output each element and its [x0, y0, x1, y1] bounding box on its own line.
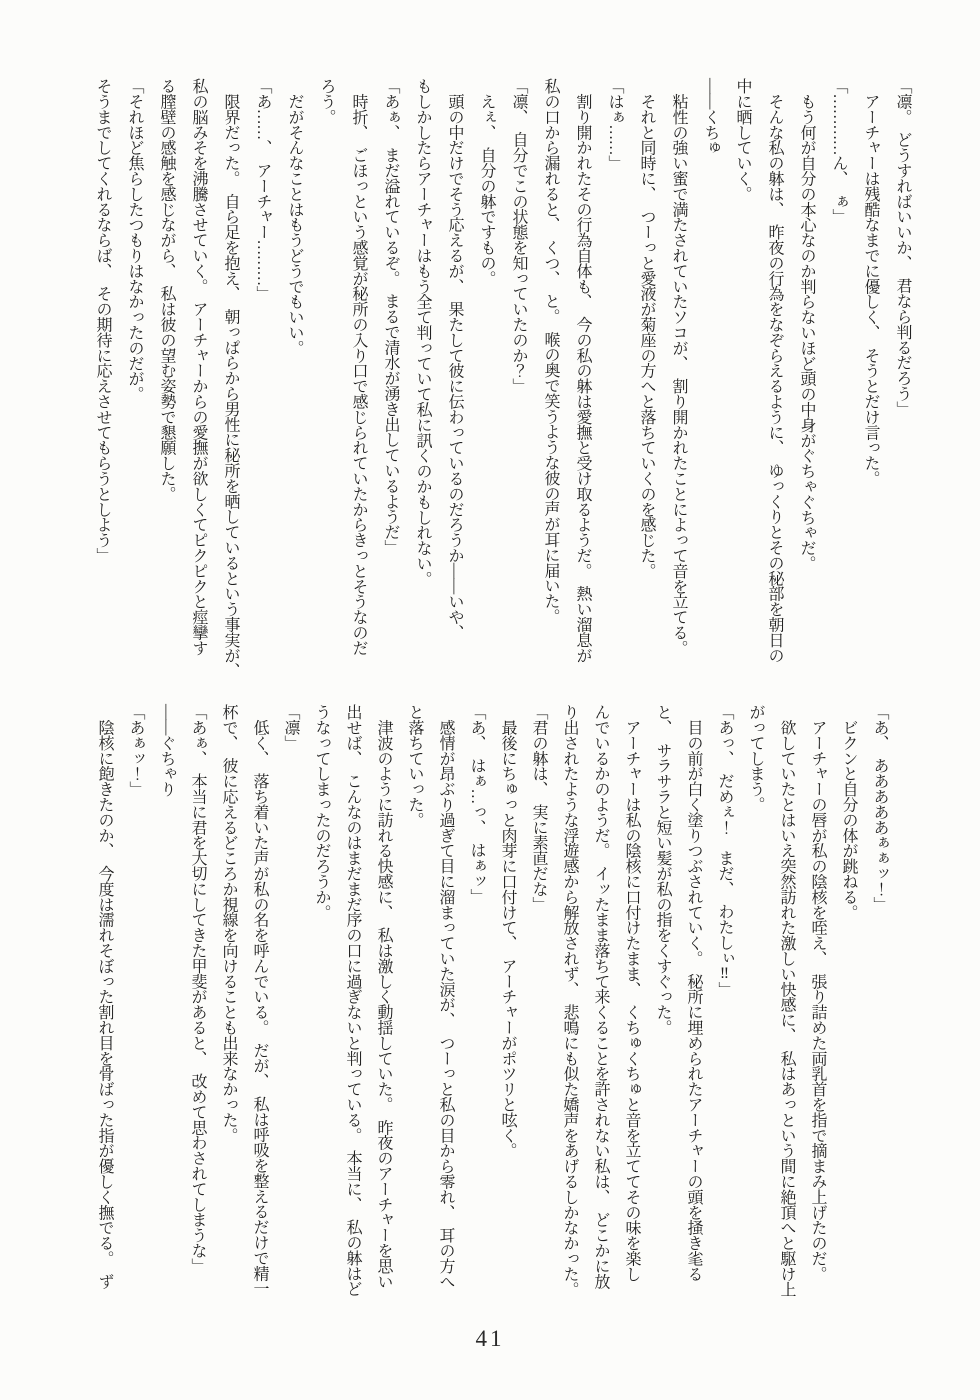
- text-line: 「それほど焦らしたつもりはなかったのだが。: [126, 78, 143, 402]
- text-line: 頭の中だけでそう応えるが、 果たして彼に伝わっているのだろうか――いや、: [446, 78, 463, 640]
- text-line: ビクンと自分の体が跳ねる。: [840, 704, 857, 920]
- text-line: うなってしまったのだろうか。: [313, 704, 330, 920]
- text-line: そうまでしてくれるならば、 その期待に応えさせてもらうとしよう」: [94, 78, 111, 563]
- text-line: 時折、 ごほっという感覚が秘所の入り口で感じられていたからきっとそうなのだ: [350, 78, 367, 656]
- text-line: 「あぁッ！」: [127, 704, 144, 797]
- text-line: 出せば、 こんなのはまだまだ序の口に過ぎないと判っている。 本当に、 私の躰はど: [344, 704, 361, 1297]
- text-line: 陰核に飽きたのか、 今度は濡れそぼった割れ目を骨ばった指が優しく撫でる。 ず: [96, 704, 113, 1289]
- text-line: ろう。: [318, 78, 335, 125]
- text-line: アーチャーの唇が私の陰核を咥え、 張り詰めた両乳首を指で摘まみ上げたのだ。: [809, 704, 826, 1282]
- text-line: 「凛」: [282, 704, 299, 751]
- text-line: 「君の躰は、 実に素直だな」: [530, 704, 547, 912]
- text-line: 低く、 落ち着いた声が私の名を呼んでいる。 だが、 私は呼吸を整えるだけで精一: [251, 704, 268, 1297]
- text-line: 「凛。 どうすればいいか、 君なら判るだろう」: [894, 78, 911, 417]
- text-line: それと同時に、 つーっと愛液が菊座の方へと落ちていくのを感じた。: [638, 78, 655, 579]
- text-line: 限界だった。 自ら足を抱え、 朝っぱらから男性に秘所を晒しているという事実が、: [222, 78, 239, 679]
- text-line: 割り開かれたその行為自体も、 今の私の躰は愛撫と受け取るようだ。 熱い溜息が: [574, 78, 591, 663]
- text-line: 「あぁ、 まだ溢れているぞ。 まるで清水が湧き出しているようだ」: [382, 78, 399, 555]
- page-number: 41: [475, 1326, 505, 1351]
- text-line: ――ぐちゃり: [158, 704, 175, 797]
- text-line: だがそんなことはもうどうでもいい。: [286, 78, 303, 356]
- text-line: と落ちていった。: [406, 704, 423, 828]
- text-line: もしかしたらアーチャーはもう全て判っていて私に訊くのかもしれない。: [414, 78, 431, 587]
- text-line: 欲していたとはいえ突然訪れた激しい快感に、 私はあっという間に絶頂へと駆け上: [778, 704, 795, 1297]
- text-block-bottom: [89, 704, 895, 1332]
- text-line: 最後にちゅっと肉芽に口付けて、 アーチャーがポツリと呟く。: [499, 704, 516, 1159]
- text-line: 「あっ、 だめぇ！ まだ、 わたしぃ‼」: [716, 704, 733, 998]
- text-line: る膣壁の感触を感じながら、 私は彼の望む姿勢で懇願した。: [158, 78, 175, 502]
- text-line: アーチャーは私の陰核に口付けたまま、 くちゅくちゅと音を立ててその味を楽し: [623, 704, 640, 1282]
- text-line: 「…………ん、 ぁ」: [830, 78, 847, 225]
- text-line: 粘性の強い蜜で満たされていたソコが、 割り開かれたことによって音を立てる。: [670, 78, 687, 656]
- text-line: 「あ、 あああああぁぁッ！」: [871, 704, 888, 912]
- text-line: 目の前が白く塗りつぶされていく。 秘所に埋められたアーチャーの頭を掻き毟る: [685, 704, 702, 1282]
- text-line: 津波のように訪れる快感に、 私は激しく動揺していた。 昨夜のアーチャーを思い: [375, 704, 392, 1289]
- text-line: 杯で、 彼に応えるどころか視線を向けることも出来なかった。: [220, 704, 237, 1143]
- text-line: 「はぁ……」: [606, 78, 623, 171]
- text-line: そんな私の躰は、 昨夜の行為をなぞらえるように、 ゆっくりとその秘部を朝日の: [766, 78, 783, 663]
- text-line: えぇ、 自分の躰ですもの。: [478, 78, 495, 286]
- text-line: 感情が昂ぶり過ぎて目に溜まっていた涙が、 つーっと私の目から零れ、 耳の方へ: [437, 704, 454, 1289]
- text-line: んでいるかのようだ。 イッたまま落ちて来くることを許されない私は、 どこかに放: [592, 704, 609, 1289]
- text-line: 私の脳みそを沸騰させていく。 アーチャーからの愛撫が欲しくてピクピクと痙攣す: [190, 78, 207, 656]
- text-line: 私の口から漏れると、 くつ、 と。 喉の奥で笑うような彼の声が耳に届いた。: [542, 78, 559, 624]
- text-block-top: [86, 78, 918, 710]
- text-line: がってしまう。: [747, 704, 764, 812]
- text-line: もう何が自分の本心なのか判らないほど頭の中身がぐちゃぐちゃだ。: [798, 78, 815, 571]
- text-line: 中に晒していく。: [734, 78, 751, 202]
- text-line: 「あ、 はぁ…っ、 はぁッ」: [468, 704, 485, 904]
- text-line: 「あぁ、 本当に君を大切にしてきた甲斐があると、 改めて思わされてしまうな」: [189, 704, 206, 1274]
- text-line: 「あ……、 アーチャー………」: [254, 78, 271, 302]
- text-line: アーチャーは残酷なまでに優しく、 そうとだけ言った。: [862, 78, 879, 486]
- text-line: ――くちゅ: [702, 78, 719, 156]
- text-line: り出されたような浮遊感から解放されず、 悲鳴にも似た嬌声をあげるしかなかった。: [561, 704, 578, 1297]
- text-line: 「凛、 自分でこの状態を知っていたのか？」: [510, 78, 527, 394]
- text-line: と、 サラサラと短い髪が私の指をくすぐった。: [654, 704, 671, 1035]
